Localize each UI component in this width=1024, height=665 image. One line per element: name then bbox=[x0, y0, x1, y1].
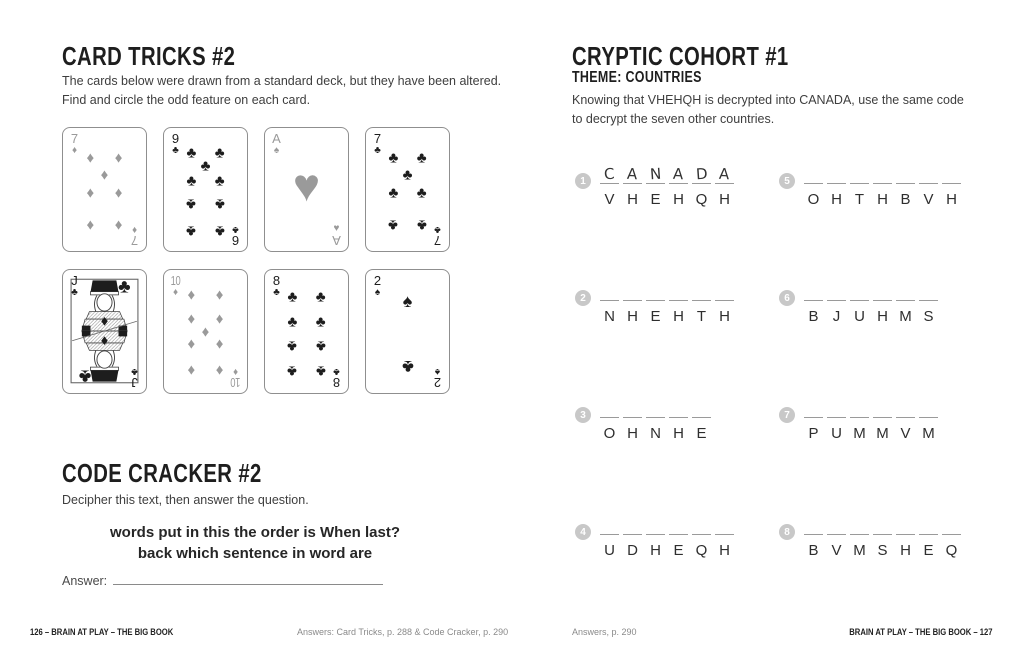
cipher-letter: B bbox=[900, 191, 911, 208]
item-number-badge: 6 bbox=[779, 290, 795, 306]
cipher-letter: O bbox=[603, 425, 616, 442]
card-corner-bottom-right bbox=[228, 223, 243, 247]
letter-cell bbox=[646, 278, 665, 324]
answer-blank bbox=[873, 161, 892, 184]
answer-blank bbox=[600, 278, 619, 301]
spade-icon: ♠ bbox=[374, 287, 381, 298]
diamond-pip-icon: ♦ bbox=[187, 335, 196, 353]
cipher-letter: V bbox=[831, 542, 842, 559]
card-nine-of-clubs bbox=[163, 127, 248, 252]
card-eight-of-clubs bbox=[264, 269, 349, 394]
corner-rank: 7 bbox=[130, 233, 139, 248]
card-corner-top-left bbox=[269, 132, 284, 156]
cipher-letter: E bbox=[923, 542, 934, 559]
cipher-letter: V bbox=[900, 425, 911, 442]
corner-rank: A bbox=[272, 131, 281, 146]
code-cracker-instruction: Decipher this text, then answer the question. bbox=[62, 493, 309, 507]
code-cracker-cipher-text bbox=[62, 522, 448, 564]
cipher-letter: M bbox=[922, 425, 935, 442]
cipher-letter: N bbox=[604, 308, 615, 325]
cryptic-item-4 bbox=[575, 512, 734, 558]
diamond-pip-icon: ♦ bbox=[86, 216, 95, 234]
letter-cell bbox=[600, 395, 619, 441]
card-seven-of-clubs bbox=[365, 127, 450, 252]
club-pip-icon: ♣ bbox=[287, 362, 298, 380]
card-corner-top-left bbox=[370, 274, 385, 298]
answer-blank bbox=[669, 512, 688, 535]
letter-cell bbox=[827, 512, 846, 558]
corner-rank: 7 bbox=[433, 233, 442, 248]
card-tricks-intro bbox=[62, 72, 501, 110]
letter-cell bbox=[804, 512, 823, 558]
diamond-pip-icon: ♦ bbox=[100, 166, 109, 184]
club-pip-icon: ♣ bbox=[186, 172, 197, 190]
answer-blank bbox=[873, 395, 892, 418]
cipher-letter: B bbox=[808, 542, 819, 559]
cipher-letter: M bbox=[853, 425, 866, 442]
answer-row bbox=[62, 571, 383, 588]
letter-cell bbox=[827, 278, 846, 324]
diamond-pip-icon: ♦ bbox=[114, 216, 123, 234]
letter-cell bbox=[600, 512, 619, 558]
club-pip-icon: ♣ bbox=[186, 144, 197, 162]
card-corner-bottom-right bbox=[329, 365, 344, 389]
heart-pip-icon: ♥ bbox=[292, 158, 321, 211]
item-cells bbox=[804, 278, 938, 324]
item-number-badge: 3 bbox=[575, 407, 591, 423]
club-pip-icon: ♣ bbox=[287, 288, 298, 306]
club-pip-icon: ♣ bbox=[315, 288, 326, 306]
club-pip-icon: ♣ bbox=[388, 184, 399, 202]
club-pip-icon: ♣ bbox=[315, 337, 326, 355]
answer-blank bbox=[919, 161, 938, 184]
cipher-letter: E bbox=[650, 308, 661, 325]
diamond-pip-icon: ♦ bbox=[201, 323, 210, 340]
answer-blank bbox=[692, 278, 711, 301]
diamond-pip-icon: ♦ bbox=[215, 335, 224, 353]
heart-icon: ♥ bbox=[333, 223, 340, 234]
diamond-pip-icon: ♦ bbox=[215, 361, 224, 379]
letter-cell bbox=[942, 512, 961, 558]
answer-blank bbox=[896, 512, 915, 535]
letter-cell bbox=[896, 161, 915, 207]
card-corner-top-left bbox=[168, 132, 183, 156]
item-cells bbox=[600, 278, 734, 324]
corner-rank: 7 bbox=[373, 131, 382, 146]
corner-rank: J bbox=[131, 375, 138, 390]
answer-blank bbox=[850, 161, 869, 184]
diamond-pip-icon: ♦ bbox=[86, 184, 95, 202]
letter-cell bbox=[896, 512, 915, 558]
card-corner-top-left bbox=[67, 132, 82, 156]
answer-blank bbox=[804, 161, 823, 184]
answer-blank: C bbox=[600, 161, 619, 184]
card-corner-bottom-right bbox=[430, 223, 445, 247]
answer-blank bbox=[804, 512, 823, 535]
club-pip-icon: ♣ bbox=[416, 216, 427, 234]
item-number-badge: 8 bbox=[779, 524, 795, 540]
cipher-letter: H bbox=[900, 542, 911, 559]
card-corner-bottom-right bbox=[127, 365, 142, 389]
cryptic-item-6 bbox=[779, 278, 938, 324]
answer-blank bbox=[827, 161, 846, 184]
answer-blank bbox=[919, 512, 938, 535]
answer-blank: N bbox=[646, 161, 665, 184]
cipher-letter: M bbox=[853, 542, 866, 559]
card-tricks-title: CARD TRICKS #2 bbox=[62, 41, 236, 71]
club-pip-icon: ♣ bbox=[388, 216, 399, 234]
letter-cell bbox=[646, 161, 665, 207]
cipher-letter: Q bbox=[945, 542, 958, 559]
letter-cell bbox=[646, 395, 665, 441]
item-cells bbox=[804, 512, 961, 558]
letter-cell bbox=[827, 395, 846, 441]
corner-rank: 9 bbox=[231, 233, 240, 248]
cipher-letter: V bbox=[604, 191, 615, 208]
corner-rank: 7 bbox=[70, 131, 79, 146]
cipher-letter: B bbox=[808, 308, 819, 325]
letter-cell bbox=[692, 161, 711, 207]
letter-cell bbox=[692, 395, 711, 441]
cipher-letter: T bbox=[854, 191, 865, 208]
answer-blank bbox=[850, 512, 869, 535]
answer-blank bbox=[623, 512, 642, 535]
diamond-icon: ♦ bbox=[232, 366, 239, 377]
letter-cell bbox=[715, 278, 734, 324]
answer-blank bbox=[850, 395, 869, 418]
letter-cell bbox=[600, 161, 619, 207]
club-pip-icon: ♣ bbox=[214, 195, 225, 213]
letter-cell bbox=[919, 161, 938, 207]
letter-cell bbox=[669, 278, 688, 324]
cipher-letter: H bbox=[673, 191, 684, 208]
diamond-pip-icon: ♦ bbox=[215, 286, 224, 304]
answer-blank: A bbox=[715, 161, 734, 184]
answer-blank: D bbox=[692, 161, 711, 184]
club-pip-icon: ♣ bbox=[416, 149, 427, 167]
card-ace-of-hearts bbox=[264, 127, 349, 252]
club-icon: ♣ bbox=[71, 287, 78, 298]
cipher-letter: T bbox=[696, 308, 707, 325]
cipher-letter: E bbox=[673, 542, 684, 559]
letter-cell bbox=[669, 161, 688, 207]
item-number-badge: 5 bbox=[779, 173, 795, 189]
club-pip-icon: ♣ bbox=[186, 222, 197, 240]
club-pip-icon: ♣ bbox=[388, 149, 399, 167]
answer-blank: A bbox=[623, 161, 642, 184]
left-page-footer: 126 – BRAIN AT PLAY – THE BIG BOOK bbox=[30, 627, 174, 637]
item-number-badge: 4 bbox=[575, 524, 591, 540]
card-corner-top-left bbox=[269, 274, 284, 298]
club-pip-icon: ♣ bbox=[78, 365, 91, 387]
cryptic-item-8 bbox=[779, 512, 961, 558]
answer-blank bbox=[827, 278, 846, 301]
cipher-letter: Q bbox=[695, 191, 708, 208]
card-corner-bottom-right bbox=[430, 365, 445, 389]
cipher-letter: S bbox=[877, 542, 888, 559]
cipher-letter: P bbox=[808, 425, 819, 442]
corner-rank: 10 bbox=[230, 375, 241, 390]
card-corner-top-left bbox=[168, 274, 183, 298]
diamond-icon: ♦ bbox=[172, 287, 179, 298]
letter-cell bbox=[919, 395, 938, 441]
letter-cell bbox=[850, 395, 869, 441]
cipher-letter: U bbox=[831, 425, 842, 442]
letter-cell bbox=[942, 161, 961, 207]
cryptic-intro-line-2: to decrypt the seven other countries. bbox=[572, 112, 775, 126]
cryptic-item-1 bbox=[575, 161, 734, 207]
cipher-letter: U bbox=[854, 308, 865, 325]
answer-blank bbox=[942, 512, 961, 535]
cryptic-item-2 bbox=[575, 278, 734, 324]
club-icon: ♣ bbox=[374, 145, 381, 156]
answer-blank bbox=[873, 512, 892, 535]
cipher-letter: D bbox=[627, 542, 638, 559]
cipher-letter: N bbox=[650, 425, 661, 442]
corner-rank: 9 bbox=[171, 131, 180, 146]
cipher-letter: V bbox=[923, 191, 934, 208]
cards-grid bbox=[62, 127, 448, 394]
letter-cell bbox=[827, 161, 846, 207]
club-pip-icon: ♣ bbox=[200, 157, 211, 175]
cipher-letter: S bbox=[923, 308, 934, 325]
corner-rank: 8 bbox=[272, 273, 281, 288]
club-pip-icon: ♣ bbox=[214, 172, 225, 190]
cryptic-intro-line-1: Knowing that VHEHQH is decrypted into CANADA, use the same code bbox=[572, 93, 964, 107]
answer-blank bbox=[646, 512, 665, 535]
answer-blank bbox=[600, 395, 619, 418]
club-pip-icon: ♣ bbox=[315, 313, 326, 331]
item-cells bbox=[600, 161, 734, 207]
letter-cell bbox=[850, 278, 869, 324]
card-seven-of-diamonds bbox=[62, 127, 147, 252]
answer-blank bbox=[623, 395, 642, 418]
letter-cell bbox=[873, 395, 892, 441]
corner-rank: J bbox=[71, 273, 78, 288]
answer-blank bbox=[715, 512, 734, 535]
corner-rank: 2 bbox=[433, 375, 442, 390]
answer-blank bbox=[804, 395, 823, 418]
diamond-pip-icon: ♦ bbox=[114, 149, 123, 167]
item-cells bbox=[600, 395, 711, 441]
cipher-letter: H bbox=[673, 425, 684, 442]
spade-icon: ♠ bbox=[434, 366, 441, 377]
cryptic-item-3 bbox=[575, 395, 711, 441]
cipher-letter: E bbox=[650, 191, 661, 208]
letter-cell bbox=[669, 512, 688, 558]
letter-cell bbox=[600, 278, 619, 324]
code-cracker-title: CODE CRACKER #2 bbox=[62, 458, 262, 488]
cipher-letter: U bbox=[604, 542, 615, 559]
letter-cell bbox=[919, 512, 938, 558]
letter-cell bbox=[850, 512, 869, 558]
club-icon: ♣ bbox=[172, 145, 179, 156]
cipher-letter: H bbox=[673, 308, 684, 325]
answer-blank bbox=[646, 278, 665, 301]
cipher-letter: M bbox=[876, 425, 889, 442]
diamond-icon: ♦ bbox=[131, 224, 138, 235]
letter-cell bbox=[692, 278, 711, 324]
cryptic-theme-subtitle: THEME: COUNTRIES bbox=[572, 69, 702, 86]
item-number-badge: 7 bbox=[779, 407, 795, 423]
answer-blank bbox=[873, 278, 892, 301]
card-tricks-intro-line-2: Find and circle the odd feature on each card. bbox=[62, 93, 311, 107]
cryptic-intro bbox=[572, 91, 964, 129]
answer-blank bbox=[896, 161, 915, 184]
letter-cell bbox=[669, 395, 688, 441]
club-pip-icon: ♣ bbox=[315, 362, 326, 380]
cipher-letter: Q bbox=[695, 542, 708, 559]
cryptic-item-5 bbox=[779, 161, 961, 207]
diamond-pip-icon: ♦ bbox=[215, 310, 224, 328]
letter-cell bbox=[873, 512, 892, 558]
right-page-footer: BRAIN AT PLAY – THE BIG BOOK – 127 bbox=[849, 627, 993, 637]
card-corner-bottom-right bbox=[329, 223, 344, 247]
diamond-pip-icon: ♦ bbox=[187, 310, 196, 328]
answer-blank bbox=[896, 278, 915, 301]
letter-cell bbox=[623, 161, 642, 207]
cipher-letter: H bbox=[627, 191, 638, 208]
card-corner-top-left bbox=[370, 132, 385, 156]
letter-cell bbox=[804, 161, 823, 207]
cipher-letter: O bbox=[807, 191, 820, 208]
answer-blank bbox=[715, 278, 734, 301]
item-cells bbox=[804, 395, 938, 441]
club-pip-icon: ♣ bbox=[214, 144, 225, 162]
club-icon: ♣ bbox=[333, 366, 340, 377]
answer-blank bbox=[600, 512, 619, 535]
cipher-letter: J bbox=[832, 308, 841, 325]
card-tricks-intro-line-1: The cards below were drawn from a standard deck, but they have been altered. bbox=[62, 74, 502, 88]
right-answers-footer: Answers, p. 290 bbox=[572, 627, 637, 637]
letter-cell bbox=[804, 395, 823, 441]
cipher-letter: M bbox=[899, 308, 912, 325]
cipher-letter: H bbox=[719, 191, 730, 208]
answer-blank bbox=[827, 395, 846, 418]
cipher-letter: H bbox=[627, 425, 638, 442]
letter-cell bbox=[623, 512, 642, 558]
item-cells bbox=[804, 161, 961, 207]
letter-cell bbox=[692, 512, 711, 558]
cipher-letter: H bbox=[627, 308, 638, 325]
answer-blank bbox=[896, 395, 915, 418]
club-pip-icon: ♣ bbox=[214, 222, 225, 240]
card-ten-of-diamonds bbox=[163, 269, 248, 394]
club-icon: ♣ bbox=[434, 224, 441, 235]
item-number-badge: 1 bbox=[575, 173, 591, 189]
club-pip-icon: ♣ bbox=[186, 195, 197, 213]
club-pip-icon: ♣ bbox=[402, 166, 413, 184]
answer-blank bbox=[804, 278, 823, 301]
letter-cell bbox=[804, 278, 823, 324]
diamond-pip-icon: ♦ bbox=[187, 286, 196, 304]
corner-rank: A bbox=[332, 233, 341, 248]
left-answers-footer: Answers: Card Tricks, p. 288 & Code Cracker, p. 290 bbox=[297, 627, 509, 637]
club-icon: ♣ bbox=[273, 287, 280, 298]
letter-cell bbox=[850, 161, 869, 207]
club-icon: ♣ bbox=[131, 366, 138, 377]
card-corner-top-left bbox=[67, 274, 82, 298]
answer-blank bbox=[919, 278, 938, 301]
letter-cell bbox=[873, 278, 892, 324]
spade-pip-icon: ♠ bbox=[402, 290, 413, 311]
club-pip-icon: ♣ bbox=[416, 184, 427, 202]
diamond-pip-icon: ♦ bbox=[187, 361, 196, 379]
cipher-letter: H bbox=[719, 308, 730, 325]
cipher-letter: H bbox=[877, 191, 888, 208]
cipher-line-1: words put in this the order is When last? bbox=[109, 524, 401, 541]
card-corner-bottom-right bbox=[127, 223, 142, 247]
answer-blank bbox=[692, 512, 711, 535]
club-pip-icon: ♣ bbox=[118, 276, 131, 298]
answer-blank bbox=[827, 512, 846, 535]
answer-blank bbox=[669, 395, 688, 418]
cryptic-item-7 bbox=[779, 395, 938, 441]
letter-cell bbox=[623, 395, 642, 441]
corner-rank: 8 bbox=[332, 375, 341, 390]
answer-blank bbox=[623, 278, 642, 301]
diamond-pip-icon: ♦ bbox=[114, 184, 123, 202]
answer-label: Answer: bbox=[62, 574, 108, 588]
answer-blank: A bbox=[669, 161, 688, 184]
diamond-icon: ♦ bbox=[71, 145, 78, 156]
letter-cell bbox=[646, 512, 665, 558]
item-cells bbox=[600, 512, 734, 558]
card-corner-bottom-right bbox=[228, 365, 243, 389]
cipher-letter: H bbox=[650, 542, 661, 559]
club-icon: ♣ bbox=[232, 224, 239, 235]
cipher-letter: H bbox=[719, 542, 730, 559]
answer-blank bbox=[942, 161, 961, 184]
answer-blank bbox=[692, 395, 711, 418]
card-jack-of-clubs bbox=[62, 269, 147, 394]
cipher-letter: E bbox=[696, 425, 707, 442]
letter-cell bbox=[715, 161, 734, 207]
cipher-letter: H bbox=[831, 191, 842, 208]
item-number-badge: 2 bbox=[575, 290, 591, 306]
club-pip-icon: ♣ bbox=[401, 357, 414, 378]
answer-blank bbox=[850, 278, 869, 301]
answer-blank bbox=[669, 278, 688, 301]
card-two-of-spades bbox=[365, 269, 450, 394]
letter-cell bbox=[896, 395, 915, 441]
answer-blank-line bbox=[113, 571, 383, 585]
letter-cell bbox=[919, 278, 938, 324]
cipher-letter: H bbox=[877, 308, 888, 325]
letter-cell bbox=[715, 512, 734, 558]
answer-blank bbox=[646, 395, 665, 418]
letter-cell bbox=[896, 278, 915, 324]
cipher-line-2: back which sentence in word are bbox=[137, 545, 373, 562]
corner-rank: 10 bbox=[170, 273, 181, 288]
diamond-pip-icon: ♦ bbox=[86, 149, 95, 167]
club-pip-icon: ♣ bbox=[287, 313, 298, 331]
corner-rank: 2 bbox=[373, 273, 382, 288]
answer-blank bbox=[919, 395, 938, 418]
letter-cell bbox=[623, 278, 642, 324]
spade-icon: ♠ bbox=[273, 145, 280, 156]
cipher-letter: H bbox=[946, 191, 957, 208]
cryptic-cohort-title: CRYPTIC COHORT #1 bbox=[572, 41, 789, 71]
letter-cell bbox=[873, 161, 892, 207]
club-pip-icon: ♣ bbox=[287, 337, 298, 355]
